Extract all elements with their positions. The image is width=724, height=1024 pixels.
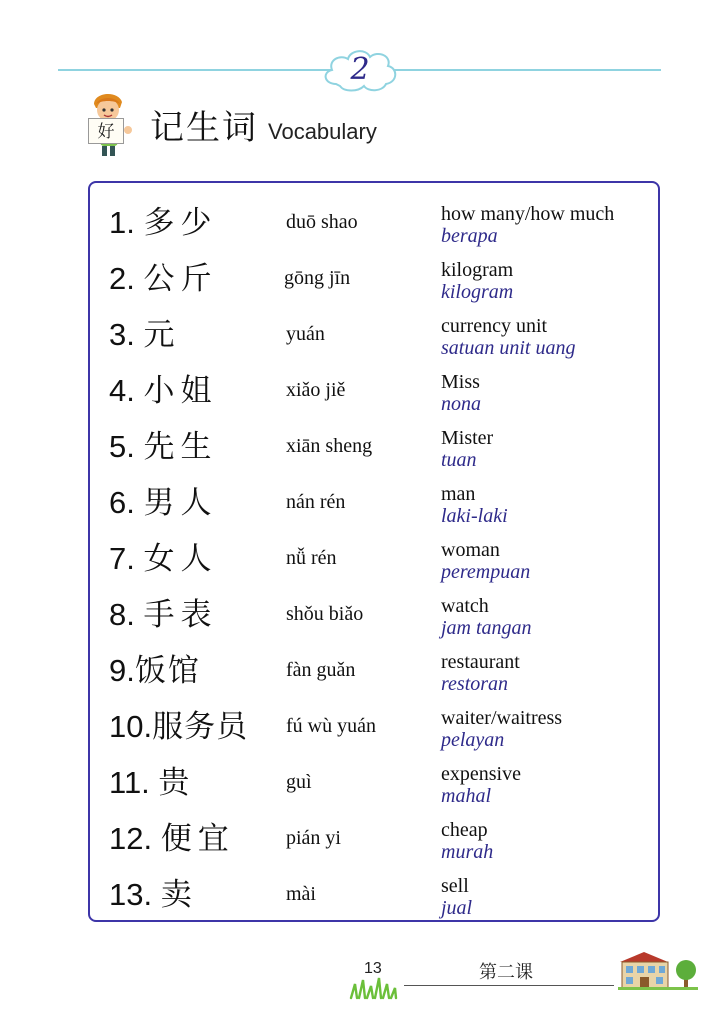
vocab-indonesian: satuan unit uang xyxy=(441,337,576,359)
vocab-number: 1. xyxy=(109,205,135,240)
vocab-indonesian: tuan xyxy=(441,449,477,471)
page-number: 13 xyxy=(364,960,382,977)
vocab-number: 11. xyxy=(109,765,150,800)
vocab-pinyin: xiān sheng xyxy=(286,435,373,457)
vocab-hanzi: 贵 xyxy=(158,765,196,801)
vocab-pinyin: pián yi xyxy=(286,827,341,849)
vocab-pinyin: guì xyxy=(286,771,312,793)
vocab-english: how many/how much xyxy=(441,203,615,225)
vocab-number: 2. xyxy=(109,261,135,296)
vocab-word xyxy=(109,253,217,298)
lesson-number: 2 xyxy=(350,52,370,87)
grass-icon xyxy=(347,976,399,1000)
vocab-number: 6. xyxy=(109,485,135,520)
vocab-english: watch xyxy=(441,595,489,617)
vocab-row xyxy=(90,865,658,921)
mascot-sign: 好 xyxy=(88,118,124,144)
vocab-english: sell xyxy=(441,875,469,897)
vocab-row xyxy=(90,417,658,473)
vocab-english: waiter/waitress xyxy=(441,707,563,729)
vocab-hanzi: 便宜 xyxy=(160,821,235,857)
vocab-word xyxy=(109,701,248,746)
vocab-hanzi: 多少 xyxy=(143,205,218,241)
vocab-row xyxy=(90,641,658,697)
vocab-indonesian: kilogram xyxy=(441,281,514,303)
vocab-number: 10. xyxy=(109,709,153,744)
school-illustration xyxy=(618,950,698,990)
footer-rule xyxy=(404,985,614,986)
vocab-word xyxy=(109,197,217,242)
vocab-number: 4. xyxy=(109,373,135,408)
vocab-english: man xyxy=(441,483,476,505)
vocab-indonesian: nona xyxy=(441,393,481,415)
vocab-pinyin: yuán xyxy=(286,323,325,345)
vocab-indonesian: perempuan xyxy=(441,561,531,583)
heading-english: Vocabulary xyxy=(268,119,377,144)
vocab-number: 8. xyxy=(109,597,135,632)
vocab-number: 13. xyxy=(109,877,153,912)
vocab-pinyin: nǚ rén xyxy=(286,547,337,569)
vocab-number: 12. xyxy=(109,821,153,856)
vocab-hanzi: 公斤 xyxy=(143,261,218,297)
vocab-english: restaurant xyxy=(441,651,520,673)
vocab-pinyin: shǒu biǎo xyxy=(286,603,364,625)
vocab-pinyin: nán rén xyxy=(286,491,346,513)
vocab-word xyxy=(109,645,201,690)
vocab-english: Mister xyxy=(441,427,494,449)
vocab-word xyxy=(109,309,180,354)
vocab-row xyxy=(90,585,658,641)
vocab-pinyin: fàn guǎn xyxy=(286,659,356,681)
vocab-hanzi: 服务员 xyxy=(152,709,249,745)
vocab-hanzi: 手表 xyxy=(143,597,218,633)
vocab-number: 3. xyxy=(109,317,135,352)
vocab-word xyxy=(109,869,198,914)
grass-decoration xyxy=(347,976,399,1000)
vocab-hanzi: 饭馆 xyxy=(134,653,201,689)
vocab-row xyxy=(90,753,658,809)
vocab-indonesian: jual xyxy=(441,897,473,919)
vocabulary-box xyxy=(88,181,660,922)
vocab-pinyin: fú wù yuán xyxy=(286,715,376,737)
mascot xyxy=(88,90,138,160)
vocab-pinyin: xiǎo jiě xyxy=(286,379,346,401)
vocab-word xyxy=(109,421,217,466)
section-heading xyxy=(150,100,377,150)
vocab-hanzi: 先生 xyxy=(143,429,218,465)
lesson-label: 第二课 xyxy=(479,962,533,983)
vocab-word xyxy=(109,813,235,858)
vocab-word xyxy=(109,757,195,802)
vocab-row xyxy=(90,529,658,585)
vocab-english: woman xyxy=(441,539,500,561)
vocab-word xyxy=(109,365,217,410)
vocab-english: cheap xyxy=(441,819,488,841)
vocab-number: 9. xyxy=(109,653,135,688)
vocab-english: kilogram xyxy=(441,259,514,281)
vocab-hanzi: 元 xyxy=(143,317,181,353)
vocab-word xyxy=(109,533,217,578)
vocab-hanzi: 男人 xyxy=(143,485,218,521)
vocab-english: currency unit xyxy=(441,315,548,337)
vocab-word xyxy=(109,477,217,522)
vocab-pinyin: duō shao xyxy=(286,211,358,233)
vocab-pinyin: mài xyxy=(286,883,316,905)
heading-chinese: 记生词 xyxy=(150,108,258,148)
vocab-row xyxy=(90,249,658,305)
vocab-pinyin: gōng jīn xyxy=(284,267,351,289)
vocab-indonesian: pelayan xyxy=(441,729,505,751)
vocab-row xyxy=(90,305,658,361)
vocab-word xyxy=(109,589,217,634)
vocab-indonesian: jam tangan xyxy=(441,617,532,639)
vocab-indonesian: berapa xyxy=(441,225,498,247)
vocab-row xyxy=(90,809,658,865)
vocab-indonesian: laki-laki xyxy=(441,505,508,527)
vocab-indonesian: restoran xyxy=(441,673,509,695)
vocab-english: expensive xyxy=(441,763,521,785)
vocab-row xyxy=(90,361,658,417)
vocab-indonesian: mahal xyxy=(441,785,491,807)
vocab-hanzi: 小姐 xyxy=(143,373,218,409)
vocab-row xyxy=(90,473,658,529)
school-building-icon xyxy=(618,950,698,990)
vocab-row xyxy=(90,193,658,249)
vocab-row xyxy=(90,697,658,753)
vocab-hanzi: 卖 xyxy=(160,877,198,913)
vocab-number: 7. xyxy=(109,541,135,576)
vocab-english: Miss xyxy=(441,371,480,393)
vocab-indonesian: murah xyxy=(441,841,494,863)
vocab-hanzi: 女人 xyxy=(143,541,218,577)
lesson-number-cloud xyxy=(318,44,402,96)
vocab-number: 5. xyxy=(109,429,135,464)
